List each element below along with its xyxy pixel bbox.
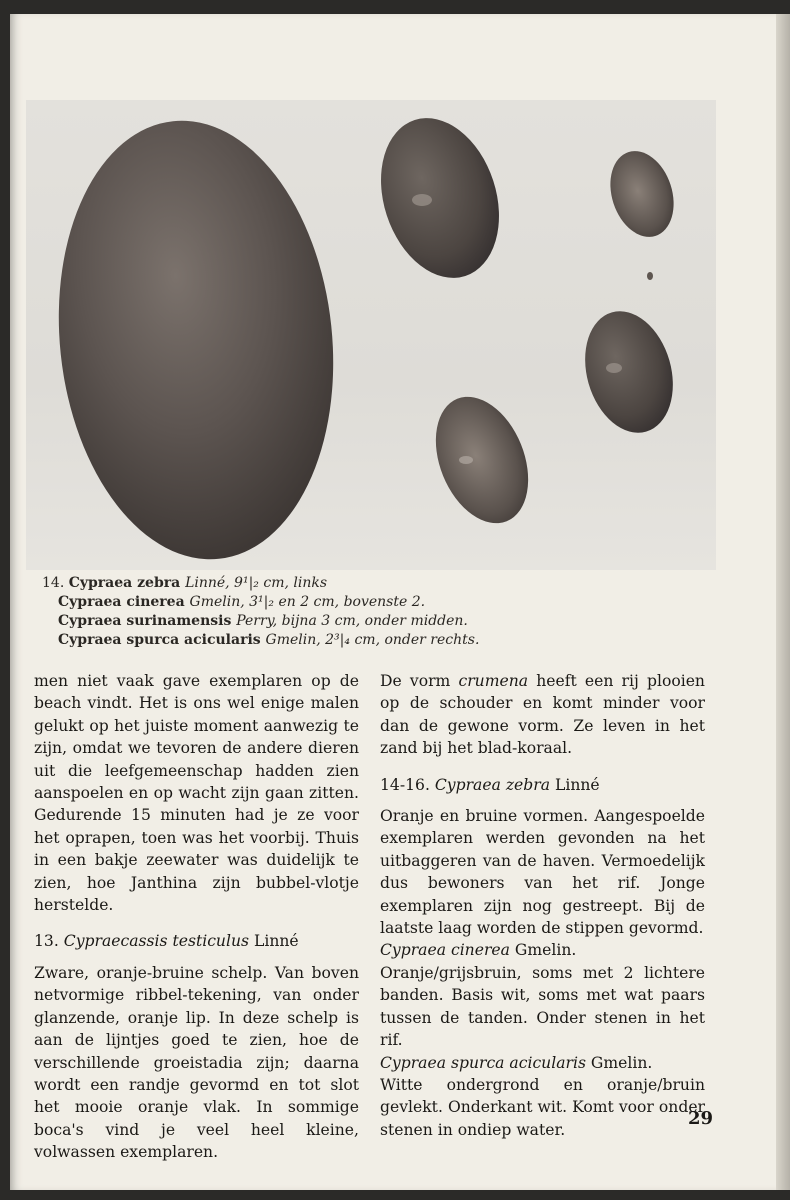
crumena-term: crumena: [458, 672, 529, 690]
caption-species-detail: Perry, bijna 3 cm, onder midden.: [236, 613, 468, 629]
section-13-heading: [34, 930, 359, 952]
janthina-paragraph: men niet vaak gave exemplaren op de beach vindt. Het is ons wel enige malen gelukt op het juiste moment aanwezig te zijn, omdat we tevoren de andere dieren uit die leefgemeenschap hadden zien aanspoelen en op wacht zijn gaan zitten. Gedurende 15 minuten had je ze voor het oprapen, toen was het voorbij. Thuis in een bakje zeewater was duidelijk te zien, hoe Janthina zijn bubbel-vlotje herstelde.: [34, 672, 359, 915]
zebra-text: Oranje en bruine vormen. Aangespoelde exemplaren werden gevonden na het uitbaggeren van de haven. Vermoedelijk dus bewoners van het rif. Jonge exemplaren zijn nog gestreept. Bij de laatste laag worden de stippen gevormd.: [380, 807, 705, 938]
caption-species-detail: Gmelin, 3¹|₂ en 2 cm, bovenste 2.: [189, 594, 426, 610]
caption-species-name: Cypraea surinamensis: [58, 613, 237, 629]
species-author: Linné: [550, 775, 600, 794]
shell-spurca-acicularis: [572, 301, 687, 443]
caption-figure-number: 14.: [42, 575, 69, 591]
species-name: Cypraea spurca acicularis: [380, 1053, 586, 1072]
caption-species-detail: Gmelin, 2³|₄ cm, onder rechts.: [265, 632, 480, 648]
book-page: [10, 14, 776, 1190]
section-number: 13.: [34, 932, 64, 951]
caption-species-name: Cypraea zebra: [68, 575, 186, 591]
species-name: Cypraecassis testiculus: [63, 932, 250, 951]
cinerea-heading: [380, 939, 705, 961]
spurca-text: Witte ondergrond en oranje/bruin gevlekt. Onderkant wit. Komt voor onder stenen in ondiep water.: [380, 1075, 705, 1139]
caption-line-1: [42, 574, 722, 593]
section-14-16-heading: [380, 774, 705, 796]
caption-line-3: [42, 612, 722, 631]
page-number: 29: [688, 1108, 714, 1129]
species-author: Linné: [249, 932, 299, 951]
section-number: 14-16.: [380, 775, 435, 794]
caption-species-detail: Linné, 9¹|₂ cm, links: [185, 575, 328, 591]
section-13-text: Zware, oranje-bruine schelp. Van boven netvormige ribbel-tekening, van onder glanzende, oranje lip. In deze schelp is aan de lijntjes goed te zien, hoe de verschillende groeistadia zijn; daarna wordt een randje gevormd en tot slot het mooie oranje vlak. In sommige boca's vind je veel heel kleine, volwassen exemplaren.: [34, 963, 359, 1162]
spurca-heading: [380, 1052, 705, 1074]
caption-line-4: [42, 631, 722, 650]
caption-line-2: [42, 593, 722, 612]
caption-species-name: Cypraea spurca acicularis: [58, 632, 266, 648]
crumena-text: heeft een rij plooien op de schouder en komt minder voor dan de gewone vorm. Ze leven in het zand bij het blad-koraal.: [380, 672, 705, 758]
crumena-prefix: De vorm: [380, 672, 459, 690]
caption-species-name: Cypraea cinerea: [58, 594, 190, 610]
right-text-column: [380, 670, 705, 1141]
figure-caption: [42, 574, 722, 650]
shell-photo-image: [26, 100, 716, 570]
left-text-column: [34, 670, 359, 1164]
shell-cinerea-2: [600, 143, 684, 245]
shell-zebra-large: [38, 107, 355, 570]
crumena-paragraph: [380, 670, 705, 760]
cinerea-text: Oranje/grijsbruin, soms met 2 lichtere banden. Basis wit, soms met wat paars tussen de tanden. Onder stenen in het rif.: [380, 963, 705, 1050]
page-edge: [776, 14, 790, 1190]
shell-cinerea-1: [361, 103, 518, 294]
shell-surinamensis: [418, 383, 545, 537]
species-name: Cypraea zebra: [434, 775, 551, 794]
species-author: Gmelin.: [585, 1053, 653, 1072]
shell-photograph: [26, 100, 716, 570]
species-author: Gmelin.: [509, 941, 577, 960]
species-name: Cypraea cinerea: [380, 941, 510, 960]
